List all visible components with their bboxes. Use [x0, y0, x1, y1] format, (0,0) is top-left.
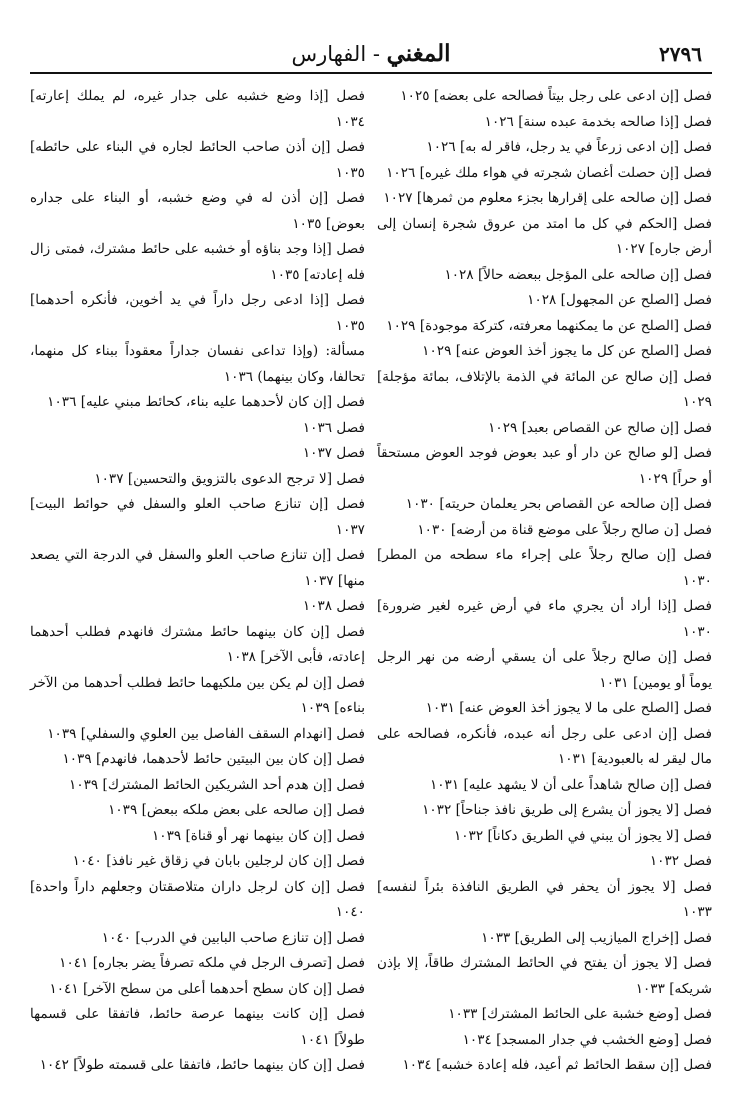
index-entry: فصل [إن كان بينهما حائط، فاتفقا على قسمته طولاً] ١٠٤٢ — [39, 1057, 365, 1073]
index-entry: فصل [إخراج الميازيب إلى الطريق] ١٠٣٣ — [481, 929, 712, 946]
index-entry: فصل [إن لم يكن بين ملكيهما حائط فطلب أحدهما من الآخر بناءه] ١٠٣٩ — [30, 674, 365, 716]
index-entry: فصل [إن صالح رجلاً على إجراء ماء سطحه من المطر] ١٠٣٠ — [377, 547, 712, 589]
right-column — [377, 84, 712, 1079]
index-entry: فصل ١٠٣٧ — [302, 445, 365, 461]
index-entry: فصل [وضع الخشب في جدار المسجد] ١٠٣٤ — [462, 1031, 712, 1048]
index-entry: فصل [إن كان بينهما نهر أو قناة] ١٠٣٩ — [151, 827, 365, 844]
index-entry: فصل [إن صالحه عن القصاص بحر يعلمان حريته] ١٠٣٠ — [405, 496, 712, 512]
index-entry: فصل [إن كان لرجل داران متلاصقتان وجعلهم داراً واحدة] ١٠٤٠ — [30, 878, 365, 920]
left-column — [30, 84, 365, 1079]
index-columns — [30, 84, 712, 1073]
page-header — [30, 38, 712, 74]
index-entry: فصل [ن صالح رجلاً على موضع قناة من أرضه] ١٠٣٠ — [417, 521, 712, 538]
index-entry: فصل [إن صالحه على إقرارها بجزء معلوم من ثمرها] ١٠٢٧ — [383, 190, 712, 206]
index-entry: فصل ١٠٣٨ — [302, 598, 365, 614]
index-entry: فصل [لا يجوز أن يشرع إلى طريق نافذ جناحاً] ١٠٣٢ — [422, 802, 712, 818]
index-entry: فصل [إن كان بينهما حائط مشترك فانهدم فطلب أحدهما إعادته، فأبى الآخر] ١٠٣٨ — [30, 623, 365, 665]
index-entry: فصل [إذا ادعى رجل داراً في يد أخوين، فأنكره أحدهما] ١٠٣٥ — [30, 292, 365, 334]
index-entry: فصل [وضع خشبة على الحائط المشترك] ١٠٣٣ — [448, 1006, 712, 1022]
title-separator: - — [366, 42, 387, 66]
index-entry: فصل [إذا أراد أن يجري ماء في أرض غيره لغير ضرورة] ١٠٣٠ — [377, 598, 712, 640]
index-entry: فصل [إن صالح عن المائة في الذمة بالإتلاف، بمائة مؤجلة] ١٠٢٩ — [377, 368, 712, 410]
index-entry: فصل [إذا وجد بناؤه أو خشبه على حائط مشترك، فمتى زال فله إعادته] ١٠٣٥ — [30, 241, 365, 283]
index-entry: فصل [إن ادعى زرعاً في يد رجل، فاقر له به] ١٠٢٦ — [426, 139, 712, 155]
index-entry: فصل [إن تنازع صاحب البابين في الدرب] ١٠٤٠ — [101, 929, 365, 946]
index-entry: فصل [لا يجوز أن يبني في الطريق دكاناً] ١٠٣٢ — [453, 827, 712, 844]
index-entry: فصل [لا يجوز أن يحفر في الطريق النافذة بئراً لنفسه] ١٠٣٣ — [377, 878, 712, 920]
index-entry: فصل [إن سقط الحائط ثم أعيد، فله إعادة خشبه] ١٠٣٤ — [402, 1057, 712, 1073]
index-entry: فصل [تصرف الرجل في ملكه تصرفاً يضر بجاره] ١٠٤١ — [59, 955, 365, 971]
page-number: ٢٧٩٦ — [659, 42, 702, 66]
index-entry: فصل [إن كانت بينهما عرصة حائط، فاتفقا على قسمها طولاً] ١٠٤١ — [30, 1006, 365, 1048]
index-entry: فصل [لو صالح عن دار أو عبد بعوض فوجد العوض مستحقاً أو حراً] ١٠٢٩ — [377, 445, 712, 487]
section-title: الفهارس — [291, 42, 367, 66]
index-entry: فصل [إن صالحه على المؤجل ببعضه حالاً] ١٠٢٨ — [444, 266, 712, 283]
index-entry: فصل [إذا صالحه بخدمة عبده سنة] ١٠٢٦ — [484, 113, 712, 130]
index-entry: فصل [إن ادعى على رجل أنه عبده، فأنكره، فصالحه على مال ليقر له بالعبودية] ١٠٣١ — [377, 725, 712, 767]
index-entry: فصل [انهدام السقف الفاصل بين العلوي والسفلي] ١٠٣٩ — [47, 725, 365, 742]
index-entry: فصل [إن كان لرجلين بابان في زقاق غير نافذ] ١٠٤٠ — [72, 853, 365, 869]
index-entry: فصل [الحكم في كل ما امتد من عروق شجرة إنسان إلى أرض جاره] ١٠٢٧ — [377, 215, 712, 257]
index-entry: فصل [الصلح عن المجهول] ١٠٢٨ — [527, 292, 712, 308]
index-entry: فصل [الصلح على ما لا يجوز أخذ العوض عنه] ١٠٣١ — [425, 700, 712, 716]
index-entry: فصل [الصلح عن كل ما يجوز أخذ العوض عنه] ١٠٢٩ — [422, 343, 712, 359]
book-title: المغني — [386, 40, 451, 67]
index-entry: فصل [إن كان لأحدهما عليه بناء، كحائط مبني عليه] ١٠٣٦ — [47, 394, 365, 410]
index-entry: فصل [الصلح عن ما يمكنهما معرفته، كتركة موجودة] ١٠٢٩ — [386, 317, 712, 334]
index-entry: فصل ١٠٣٢ — [649, 853, 712, 869]
index-entry: فصل [إن أذن له في وضع خشبه، أو البناء على جداره بعوض] ١٠٣٥ — [30, 190, 365, 232]
index-entry: فصل [إن كان سطح أحدهما أعلى من سطح الآخر] ١٠٤١ — [49, 980, 365, 997]
index-entry: فصل [إن تنازع صاحب العلو والسفل في الدرجة التي يصعد منها] ١٠٣٧ — [30, 547, 365, 589]
index-entry: فصل [إن أذن صاحب الحائط لجاره في البناء على حائطه] ١٠٣٥ — [30, 139, 365, 181]
index-entry: فصل [إن حصلت أغصان شجرته في هواء ملك غيره] ١٠٢٦ — [386, 164, 712, 181]
index-entry: فصل [إن تنازع صاحب العلو والسفل في حوائط البيت] ١٠٣٧ — [30, 496, 365, 538]
index-entry: فصل [إن صالح شاهداً على أن لا يشهد عليه] ١٠٣١ — [429, 776, 712, 793]
index-entry: فصل [إن صالح رجلاً على أن يسقي أرضه من نهر الرجل يوماً أو يومين] ١٠٣١ — [377, 649, 712, 691]
index-entry: فصل [إذا وضع خشبه على جدار غيره، لم يملك إعارته] ١٠٣٤ — [30, 88, 365, 130]
running-title — [30, 40, 712, 67]
index-entry: مسألة: (وإذا تداعى نفسان جداراً معقوداً ببناء كل منهما، تحالفا، وكان بينهما) ١٠٣٦ — [30, 343, 365, 385]
index-entry: فصل ١٠٣٦ — [302, 419, 365, 436]
index-entry: فصل [إن صالح عن القصاص بعبد] ١٠٢٩ — [488, 419, 712, 436]
index-entry: فصل [لا ترجح الدعوى بالتزويق والتحسين] ١٠٣٧ — [94, 470, 365, 487]
index-entry: فصل [إن ادعى على رجل بيتاً فصالحه على بعضه] ١٠٢٥ — [400, 88, 712, 104]
index-entry: فصل [لا يجوز أن يفتح في الحائط المشترك طاقاً، إلا بإذن شريكه] ١٠٣٣ — [377, 955, 712, 997]
index-entry: فصل [إن هدم أحد الشريكين الحائط المشترك] ١٠٣٩ — [69, 776, 365, 793]
index-entry: فصل [إن كان بين البيتين حائط لأحدهما، فانهدم] ١٠٣٩ — [62, 751, 365, 767]
index-entry: فصل [إن صالحه على بعض ملكه ببعض] ١٠٣٩ — [108, 802, 365, 818]
